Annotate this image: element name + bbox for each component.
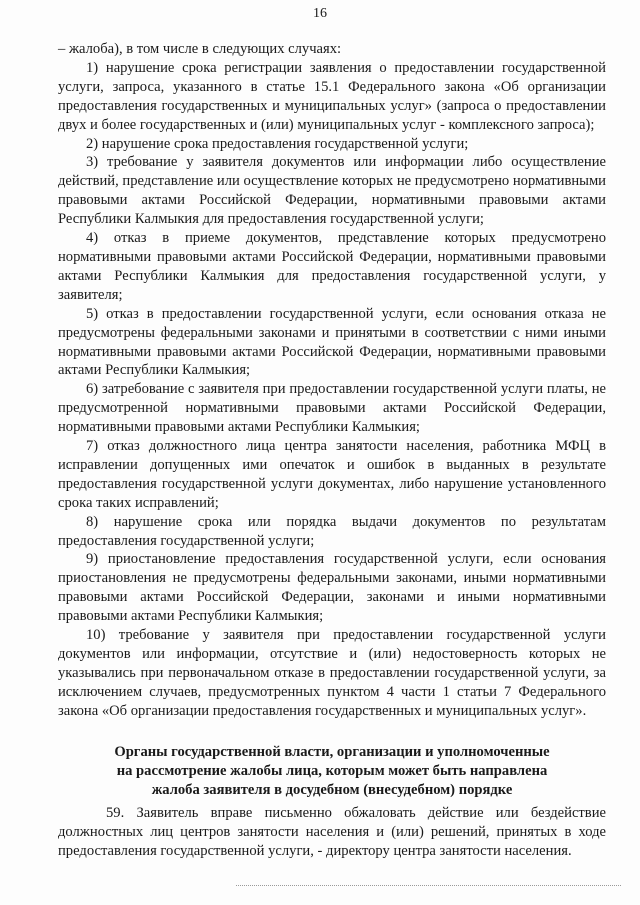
clause-59: 59. Заявитель вправе письменно обжаловать действие или бездействие должностных лиц центров занятости населения и (или) решений, принятых в ходе предоставления государственной услуги, - директору центра занятости населения. (58, 805, 606, 859)
list-item: 7) отказ должностного лица центра занятости населения, работника МФЦ в исправлении допущенных ими опечаток и ошибок в выданных в результате предоставления государственной услуги документах, либо нарушение установленного срока таких исправлений; (58, 438, 606, 511)
page-number: 16 (313, 6, 327, 21)
scan-edge-divider (236, 885, 621, 886)
list-item: 3) требование у заявителя документов или информации либо осуществление действий, представление или осуществление которых не предусмотрено нормативными правовыми актами Российской Федерации, нормативными правовыми актами Республики Калмыкия для предоставления государственной услуги; (58, 154, 606, 228)
section-heading (58, 743, 606, 800)
section-heading-line: Органы государственной власти, организации и уполномоченные (114, 744, 550, 760)
list-item: 9) приостановление предоставления государственной услуги, если основания приостановления не предусмотрены федеральными законами, иными нормативными правовыми актами Российской Федерации, законами и иными нормативными правовыми актами Республики Калмыкия; (58, 551, 606, 625)
list-intro: – жалоба), в том числе в следующих случаях: (58, 41, 342, 57)
complaint-cases-list (58, 40, 606, 721)
list-item: 5) отказ в предоставлении государственной услуги, если основания отказа не предусмотрены федеральными законами и принятыми в соответствии с ними иными нормативными правовыми актами Российской Федерации, нормативными правовыми актами Республики Калмыкия; (58, 305, 606, 379)
section-heading-line: жалоба заявителя в досудебном (внесудебном) порядке (151, 781, 513, 798)
list-item: 8) нарушение срока или порядка выдачи документов по результатам предоставления государственной услуги; (58, 513, 606, 549)
list-item: 1) нарушение срока регистрации заявления о предоставлении государственной услуги, запроса, указанного в статье 15.1 Федерального закона «Об организации предоставления государственных и муниципальных услуг» (запроса о предоставлении двух и более государственных и (или) муниципальных услуг - комплексного запроса); (58, 59, 606, 133)
list-item: 10) требование у заявителя при предоставлении государственной услуги документов или информации, отсутствие и (или) недостоверность которых не указывались при первоначальном отказе в предоставлении государственной услуги, за исключением случаев, предусмотренных пунктом 4 части 1 статьи 7 Федерального закона «Об организации предоставления государственных и муниципальных услуг». (58, 627, 606, 719)
list-item: 6) затребование с заявителя при предоставлении государственной услуги платы, не предусмотренной нормативными правовыми актами Российской Федерации, нормативными правовыми актами Республики Калмыкия; (58, 381, 606, 436)
list-item: 4) отказ в приеме документов, представление которых предусмотрено нормативными правовыми актами Российской Федерации, нормативными правовыми актами Республики Калмыкия для предоставления государственной услуги, у заявителя; (58, 230, 606, 303)
list-item: 2) нарушение срока предоставления государственной услуги; (86, 135, 469, 152)
section-heading-line: на рассмотрение жалобы лица, которым может быть направлена (116, 762, 548, 779)
